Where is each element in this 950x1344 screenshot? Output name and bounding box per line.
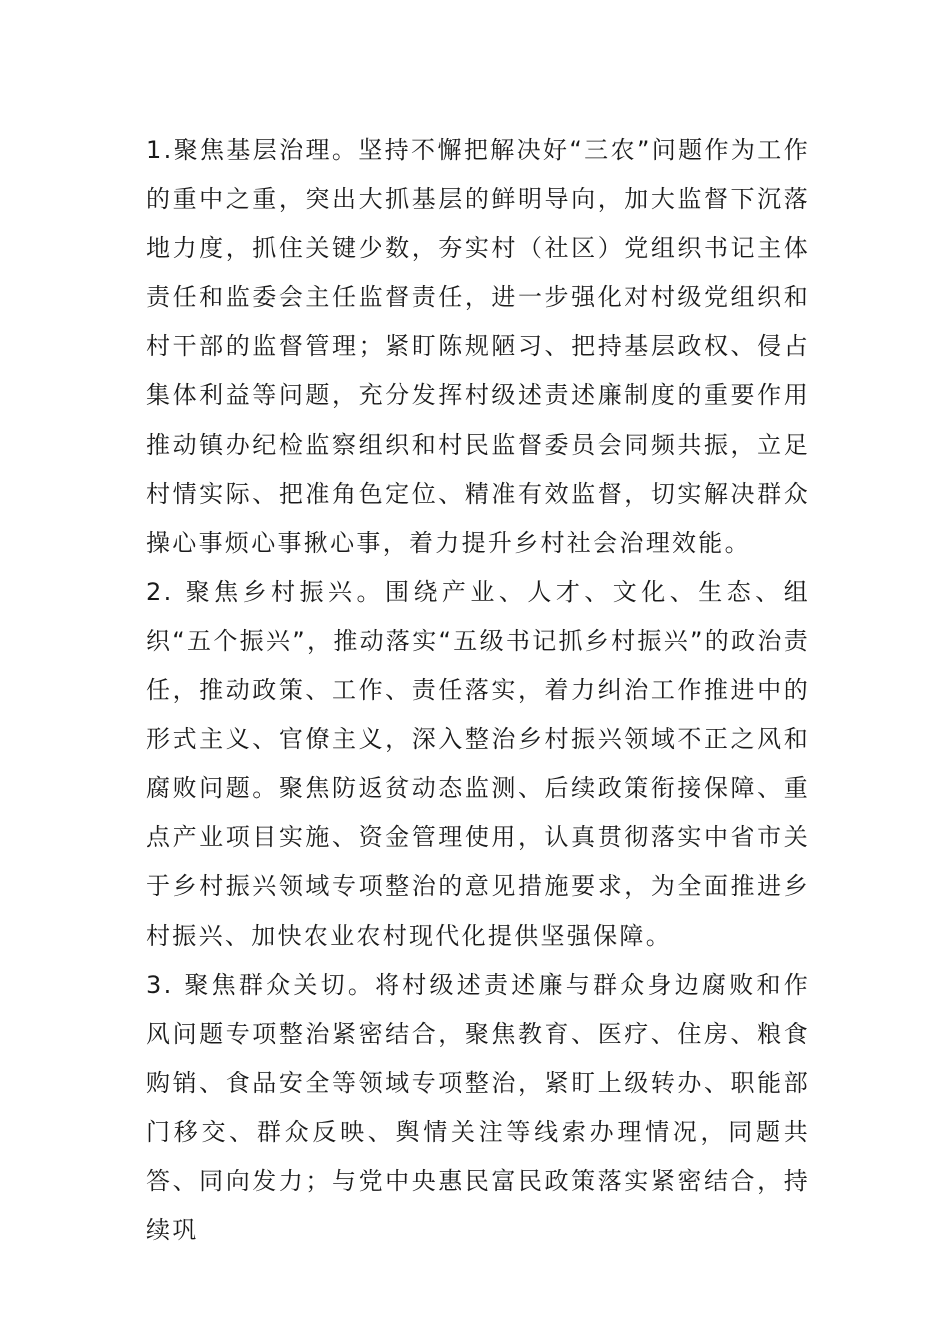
paragraph-public-concerns: 3. 聚焦群众关切。将村级述责述廉与群众身边腐败和作风问题专项整治紧密结合，聚焦教育、医疗、住房、粮食购销、食品安全等领域专项整治，紧盯上级转办、职能部门移交、群众反映、舆情关注等线索办理情况，同题共答、同向发力；与党中央惠民富民政策落实紧密结合，持续巩 <box>146 970 810 1245</box>
paragraph-grassroots-governance: 1.聚焦基层治理。坚持不懈把解决好“三农”问题作为工作的重中之重，突出大抓基层的鲜明导向，加大监督下沉落地力度，抓住关键少数，夯实村（社区）党组织书记主体责任和监委会主任监督责任，进一步强化对村级党组织和村干部的监督管理；紧盯陈规陋习、把持基层政权、侵占集体利益等问题，充分发挥村级述责述廉制度的重要作用推动镇办纪检监察组织和村民监督委员会同频共振，立足村情实际、把准角色定位、精准有效监督，切实解决群众操心事烦心事揪心事，着力提升乡村社会治理效能。 <box>146 136 810 557</box>
paragraph-rural-revitalization: 2. 聚焦乡村振兴。围绕产业、人才、文化、生态、组织“五个振兴”，推动落实“五级书记抓乡村振兴”的政治责任，推动政策、工作、责任落实，着力纠治工作推进中的形式主义、官僚主义，深入整治乡村振兴领域不正之风和腐败问题。聚焦防返贫动态监测、后续政策衔接保障、重点产业项目实施、资金管理使用，认真贯彻落实中省市关于乡村振兴领域专项整治的意见措施要求，为全面推进乡村振兴、加快农业农村现代化提供坚强保障。 <box>146 577 810 950</box>
document-body <box>146 126 810 1255</box>
